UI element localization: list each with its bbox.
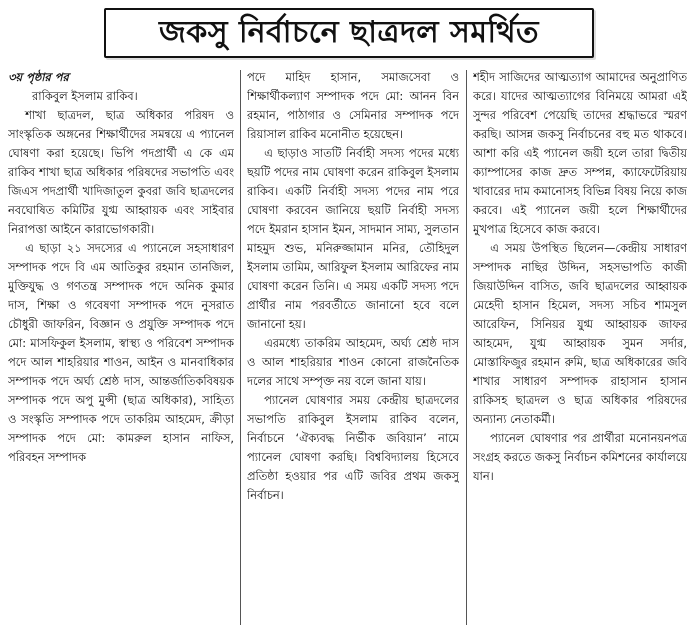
paragraph: শাখা ছাত্রদল, ছাত্র অধিকার পরিষদ ও সাংস্কৃতিক অঙ্গনের শিক্ষার্থীদের সমন্বয়ে এ প্যানেল ঘোষণা করা হয়েছে। ভিপি পদপ্রার্থী এ কে এম রাকিব শাখা ছাত্র অধিকার পরিষদের সভাপতি এবং জিএস পদপ্রার্থী খাদিজাতুল কুবরা জবি ছাত্রদলের নবঘোষিত কমিটির যুগ্ম আহ্বায়ক এবং সাইবার নিরাপত্তা আইনে কারাভোগকারী।: [8, 108, 234, 236]
article-column-3: [473, 68, 687, 628]
article-column-1: [8, 68, 234, 628]
column-divider: [466, 70, 467, 625]
paragraph: প্যানেল ঘোষণার পর প্রার্থীরা মনোনয়নপত্র সংগ্রহ করতে জকসু নির্বাচন কমিশনের কার্যালয়ে যান।: [473, 431, 687, 483]
paragraph: এ ছাড়া ২১ সদস্যের এ প্যানেলে সহসাধারণ সম্পাদক পদে বি এম আতিকুর রহমান তানজিল, মুক্তিযুদ্ধ ও গণতন্ত্র সম্পাদক পদে অনিক কুমার দাস, শিক্ষা ও গবেষণা সম্পাদক পদে নুসরাত চৌধুরী জাফরিন, বিজ্ঞান ও প্রযুক্তি সম্পাদক পদে মো: মাসফিকুল ইসলাম, স্বাস্থ্য ও পরিবেশ সম্পাদক পদে আল শাহরিয়ার শাওন, আইন ও মানবাধিকার সম্পাদক পদে অর্ঘ্য শ্রেষ্ঠ দাস, আন্তর্জাতিকবিষয়ক সম্পাদক পদে অপু মুন্সী (ছাত্র অধিকার), সাহিত্য ও সংস্কৃতি সম্পাদক পদে তাকরিম আহমেদ, ক্রীড়া সম্পাদক পদে মো: কামরুল হাসান নাফিস, পরিবহন সম্পাদক: [8, 241, 234, 464]
headline-box: [104, 8, 594, 58]
headline: জকসু নির্বাচনে ছাত্রদল সমর্থিত: [158, 14, 540, 50]
paragraph: এরমধ্যে তাকরিম আহমেদ, অর্ঘ্য শ্রেষ্ঠ দাস ও আল শাহরিয়ার শাওন কোনো রাজনৈতিক দলের সাথে সম্পৃক্ত নয় বলে জানা যায়।: [247, 336, 459, 388]
paragraph: পদে মাহিদ হাসান, সমাজসেবা ও শিক্ষার্থীকল্যাণ সম্পাদক পদে মো: আনন বিন রহমান, পাঠাগার ও সেমিনার সম্পাদক পদে রিয়াসাল রাকিব মনোনীত হয়েছেন।: [247, 70, 459, 141]
column-divider: [240, 70, 241, 625]
byline: রাকিবুল ইসলাম রাকিব।: [32, 89, 138, 103]
paragraph: এ সময় উপস্থিত ছিলেন—কেন্দ্রীয় সাধারণ সম্পাদক নাছির উদ্দিন, সহসভাপতি কাজী জিয়াউদ্দিন বাসিত, জবি ছাত্রদলের আহ্বায়ক মেহেদী হাসান হিমেল, সদস্য সচিব শামসুল আরেফিন, সিনিয়র যুগ্ম আহ্বায়ক জাফর আহমেদ, যুগ্ম আহ্বায়ক সুমন সর্দার, মোস্তাফিজুর রহমান রুমি, ছাত্র অধিকারের জবি শাখার সাধারণ সম্পাদক রাহাসান হাসান রাকিসহ ছাত্রদল ও ছাত্র অধিকার পরিষদের অন্যান্য নেতাকর্মী।: [473, 241, 687, 426]
continued-from-label: ৩য় পৃষ্ঠার পর: [8, 70, 69, 84]
paragraph: প্যানেল ঘোষণার সময় কেন্দ্রীয় ছাত্রদলের সভাপতি রাকিবুল ইসলাম রাকিব বলেন, নির্বাচনে ‘ঐক্যবদ্ধ নির্ভীক জবিয়ান’ নামে প্যানেল ঘোষণা করছি। বিশ্ববিদ্যালয় হিসেবে প্রতিষ্ঠা হওয়ার পর এটি জবির প্রথম জকসু নির্বাচন।: [247, 393, 459, 502]
article-column-2: [247, 68, 459, 628]
paragraph: এ ছাড়াও সাতটি নির্বাহী সদস্য পদের মধ্যে ছয়টি পদের নাম ঘোষণা করেন রাকিবুল ইসলাম রাকিব। একটি নির্বাহী সদস্য পদের নাম পরে ঘোষণা করবেন জানিয়ে ছয়টি নির্বাহী সদস্য পদে ইমরান হাসান ইমন, সাদমান সাম্য, সুলতান মাহমুদ শুভ, মনিরুজ্জামান মনির, তৌহিদুল ইসলাম তামিম, আরিফুল ইসলাম আরিফের নাম ঘোষণা করেন তিনি। এ সময় একটি সদস্য পদে প্রার্থীর নাম পরবর্তীতে জানানো হবে বলে জানানো হয়।: [247, 146, 459, 331]
paragraph: শহীদ সাজিদের আত্মত্যাগ আমাদের অনুপ্রাণিত করে। যাদের আত্মত্যাগের বিনিময়ে আমরা এই সুন্দর পরিবেশ পেয়েছি তাদের শ্রদ্ধাভরে স্মরণ করছি। আসন্ন জকসু নির্বাচনের বহু মত থাকবে। আশা করি এই প্যানেল জয়ী হলে তারা দ্বিতীয় ক্যাম্পাসের কাজ দ্রুত সম্পন্ন, ক্যাফেটেরিয়ায় খাবারের দাম কমানোসহ বিভিন্ন বিষয় নিয়ে কাজ করবে। এই প্যানেল জয়ী হলে শিক্ষার্থীদের মুখপাত্র হিসেবে কাজ করবে।: [473, 70, 687, 236]
